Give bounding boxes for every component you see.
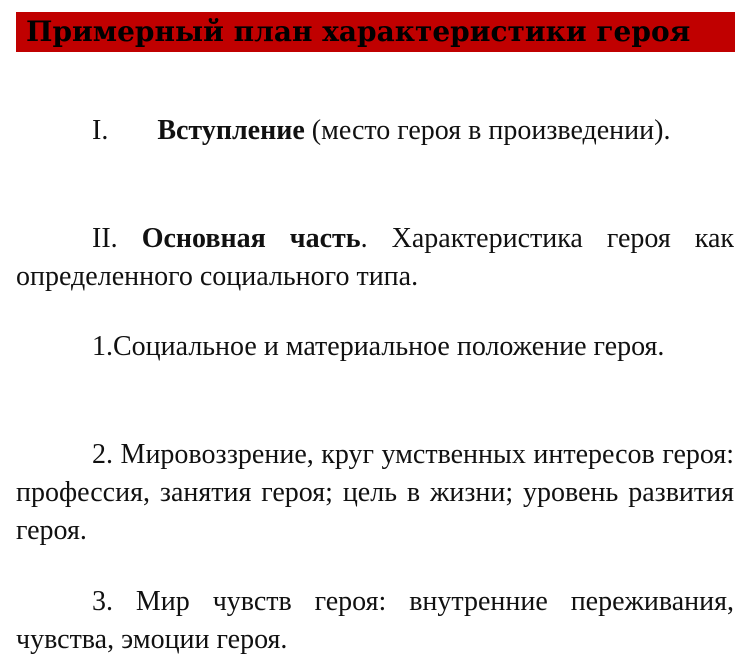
item-number: 2. — [92, 439, 113, 470]
title-banner — [16, 12, 735, 52]
item-heading: Вступление — [157, 115, 305, 146]
plan-item-main-part — [16, 220, 734, 296]
item-number: 1. — [92, 331, 113, 362]
item-number: 3. — [92, 586, 113, 617]
item-text: (место героя в произведении). — [311, 115, 671, 146]
plan-item-feelings — [16, 583, 734, 659]
item-text: Мировоззрение, круг умственных интересов героя: профессия, занятия героя; цель в жизни; уровень развития героя. — [16, 439, 734, 546]
item-text: . Характеристика героя как определенного социального типа. — [16, 223, 735, 292]
plan-item-worldview — [16, 436, 734, 550]
plan-item-social-status — [16, 328, 734, 366]
item-number: I. — [92, 115, 109, 146]
page-title: Примерный план характеристики героя — [26, 15, 691, 48]
item-text: Мир чувств героя: внутренние переживания, чувства, эмоции героя. — [16, 586, 734, 655]
plan-item-introduction — [16, 112, 734, 150]
item-number: II. — [92, 223, 118, 254]
item-heading: Основная часть — [141, 223, 361, 254]
item-text: Социальное и материальное положение героя. — [113, 331, 665, 362]
